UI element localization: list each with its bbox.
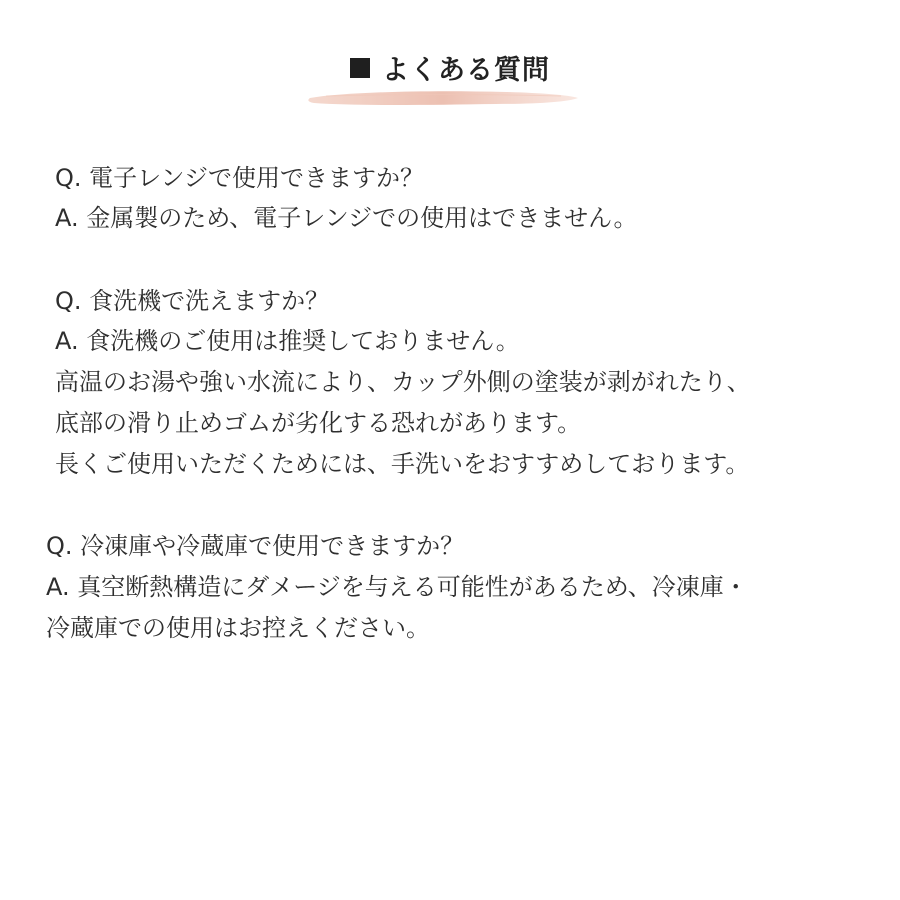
page-title-text: よくある質問	[382, 55, 550, 86]
brush-underline	[306, 86, 580, 110]
page-title	[350, 48, 550, 87]
square-bullet-icon	[350, 58, 370, 78]
faq-header	[0, 48, 900, 87]
faq-question: Q. 冷凍庫や冷蔵庫で使用できますか？	[46, 532, 465, 560]
faq-answer-detail: 底部の滑り止めゴムが劣化する恐れがあります。	[55, 409, 582, 437]
faq-question: Q. 電子レンジで使用できますか？	[55, 164, 424, 192]
faq-question: Q. 食洗機で洗えますか？	[55, 287, 330, 315]
faq-answer-detail: 長くご使用いただくためには、手洗いをおすすめしております。	[55, 450, 750, 478]
faq-answer-detail: 冷蔵庫での使用はお控えください。	[46, 614, 430, 642]
faq-answer: A. 食洗機のご使用は推奨しておりません。	[55, 327, 520, 355]
faq-answer: A. 金属製のため、電子レンジでの使用はできません。	[55, 204, 638, 232]
faq-answer-detail: 高温のお湯や強い水流により、カップ外側の塗装が剥がれたり、	[55, 368, 751, 396]
faq-answer: A. 真空断熱構造にダメージを与える可能性があるため、冷凍庫・	[46, 573, 748, 601]
